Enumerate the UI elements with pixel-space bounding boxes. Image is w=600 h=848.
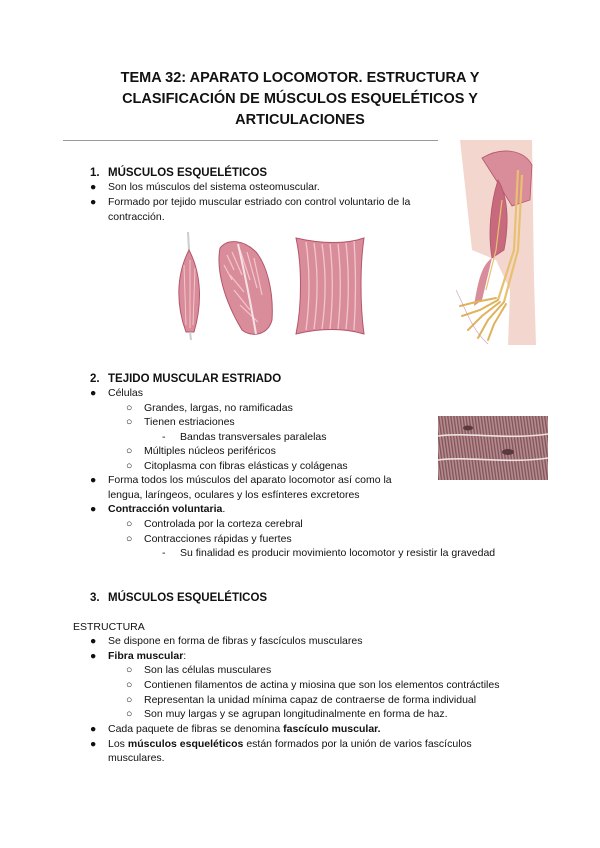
sub-list-item [126,415,235,429]
sub-list-item [126,532,292,546]
page-title [60,68,540,131]
bullet: ● [90,635,97,647]
list-item-continuation: musculares. [108,752,165,764]
bullet: ● [90,650,97,662]
bold-term: fascículo muscular. [283,723,381,735]
list-item-text: Son las células musculares [144,664,272,676]
bullet: ● [90,474,97,486]
bullet: - [162,431,166,443]
list-item [90,195,410,209]
pennate-muscle-illustration [219,242,272,335]
list-item-text: Controlada por la corteza cerebral [144,518,303,530]
sub-list-item [126,678,499,692]
list-item-text: Formado por tejido muscular estriado con control voluntario de la [108,196,411,208]
title-divider [63,140,438,141]
bullet: ● [90,503,97,515]
sub-sub-list-item [162,430,327,444]
section-1-heading [90,166,267,180]
bold-term: músculos esqueléticos [127,738,244,750]
list-item-text: Forma todos los músculos del aparato locomotor así como la [108,474,392,486]
list-item [90,180,320,194]
bold-term: Fibra muscular [108,650,184,662]
arm-anatomy-illustration [452,140,538,345]
list-item-text: Citoplasma con fibras elásticas y colágenas [144,460,348,472]
list-item-continuation: lengua, laríngeos, oculares y los esfínteres excretores [108,489,360,501]
list-item-text: Tienen estriaciones [144,416,235,428]
list-item-text: Bandas transversales paralelas [180,431,327,443]
bullet: - [162,547,166,559]
bullet: ○ [126,708,133,720]
sub-list-item [126,517,303,531]
section-2-heading [90,372,281,386]
bullet: ○ [126,402,133,414]
fusiform-muscle-illustration [179,232,200,340]
striated-muscle-micrograph [438,416,548,480]
bullet: ● [90,196,97,208]
bullet: ● [90,181,97,193]
list-item-text: : [183,650,187,662]
title-line-2: CLASIFICACIÓN DE MÚSCULOS ESQUELÉTICOS Y [122,91,478,107]
bullet: ○ [126,664,133,676]
bold-term: Contracción voluntaria [108,503,223,515]
list-item [90,722,381,736]
section-title: MÚSCULOS ESQUELÉTICOS [108,167,268,179]
sub-list-item [126,459,348,473]
list-item-text: están formados por la unión de varios fascículos [243,738,472,750]
list-item-text: Células [108,387,144,399]
subheading: ESTRUCTURA [73,621,145,633]
bullet: ● [90,723,97,735]
title-line-1: TEMA 32: APARATO LOCOMOTOR. ESTRUCTURA Y [120,70,480,86]
list-item-text: Los [108,738,128,750]
list-item [90,737,472,751]
title-line-3: ARTICULACIONES [235,112,365,128]
bullet: ○ [126,533,133,545]
parallel-muscle-illustration [296,238,364,334]
bullet: ○ [126,460,133,472]
section-3-heading [90,591,267,605]
list-item-continuation: contracción. [108,211,165,223]
list-item-text: . [222,503,226,515]
list-item-text: Se dispone en forma de fibras y fascículos musculares [108,635,363,647]
sub-sub-list-item [162,546,495,560]
section-title: MÚSCULOS ESQUELÉTICOS [108,592,268,604]
list-item-text: Múltiples núcleos periféricos [144,445,276,457]
section-number: 1. [90,167,100,179]
sub-list-item [126,663,271,677]
bullet: ● [90,738,97,750]
list-item [90,473,392,487]
list-item-text: Son los músculos del sistema osteomuscular. [108,181,320,193]
list-item-text: Son muy largas y se agrupan longitudinalmente en forma de haz. [144,708,448,720]
sub-list-item [126,707,448,721]
list-item [90,634,362,648]
section-number: 2. [90,373,100,385]
list-item [90,502,225,516]
list-item-text: Contracciones rápidas y fuertes [144,533,292,545]
list-item [90,649,186,663]
list-item-text: Grandes, largas, no ramificadas [144,402,293,414]
section-title: TEJIDO MUSCULAR ESTRIADO [108,373,282,385]
list-item-text: Contienen filamentos de actina y miosina que son los elementos contráctiles [144,679,500,691]
bullet: ○ [126,694,133,706]
sub-list-item [126,401,293,415]
bullet: ○ [126,679,133,691]
bullet: ○ [126,518,133,530]
sub-list-item [126,693,476,707]
muscle-shapes-figure [172,230,367,342]
bullet: ○ [126,445,133,457]
list-item-text: Cada paquete de fibras se denomina [108,723,284,735]
section-number: 3. [90,592,100,604]
bullet: ● [90,387,97,399]
list-item-text: Su finalidad es producir movimiento locomotor y resistir la gravedad [180,547,496,559]
list-item [90,386,143,400]
bullet: ○ [126,416,133,428]
list-item-text: Representan la unidad mínima capaz de contraerse de forma individual [144,694,477,706]
sub-list-item [126,444,276,458]
